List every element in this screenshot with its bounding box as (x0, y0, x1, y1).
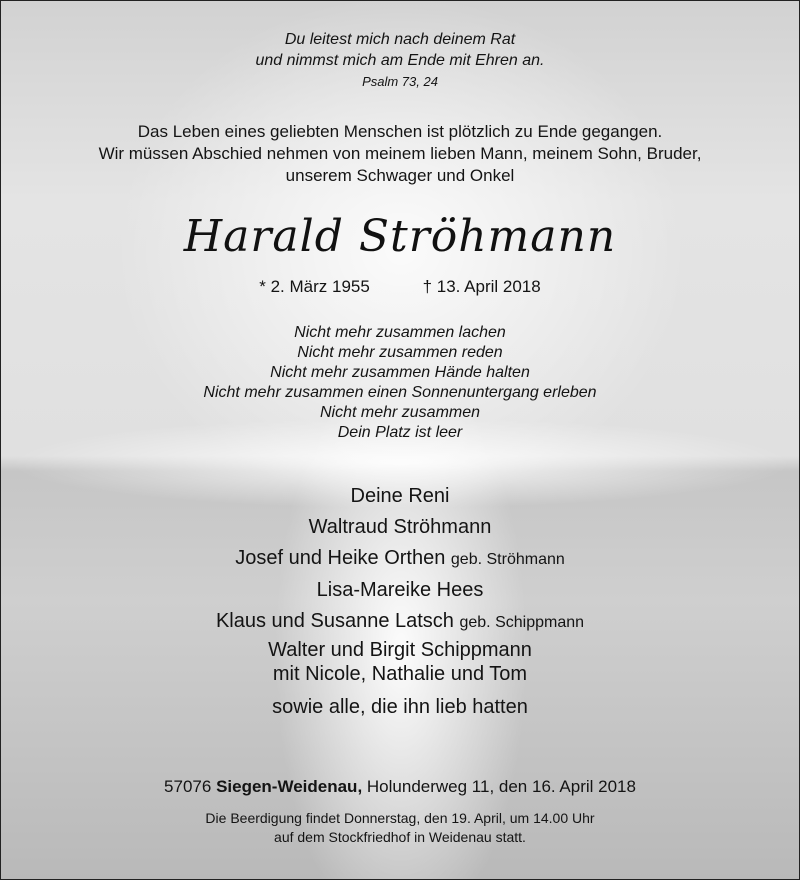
poem (1, 323, 799, 443)
intro-text (1, 121, 799, 187)
birth-date: * 2. März 1955 (259, 277, 370, 296)
intro-line: Das Leben eines geliebten Menschen ist plötzlich zu Ende gegangen. (137, 122, 663, 141)
address-line (1, 777, 799, 797)
postal-code: 57076 (164, 777, 212, 796)
death-date: † 13. April 2018 (422, 277, 541, 296)
intro-line: Wir müssen Abschied nehmen von meinem lieben Mann, meinem Sohn, Bruder, (98, 144, 702, 163)
life-dates (1, 277, 799, 297)
maiden-name-note: geb. Schippmann (459, 614, 585, 631)
city: Siegen-Weidenau, (216, 777, 363, 796)
mourner-children: mit Nicole, Nathalie und Tom (272, 663, 528, 685)
maiden-name-note: geb. Ströhmann (450, 551, 565, 568)
mourner: Walter und Birgit Schippmann (268, 639, 532, 661)
poem-line: Dein Platz ist leer (337, 424, 463, 441)
mourner-name: Josef und Heike Orthen (235, 547, 446, 569)
street-date: Holunderweg 11, den 16. April 2018 (366, 777, 636, 796)
funeral-line: auf dem Stockfriedhof in Weidenau statt. (274, 829, 526, 845)
mourner-name: Klaus und Susanne Latsch (215, 610, 454, 632)
mourner-all: sowie alle, die ihn lieb hatten (272, 696, 528, 718)
psalm-motto (1, 29, 799, 93)
funeral-line: Die Beerdigung findet Donnerstag, den 19. April, um 14.00 Uhr (205, 810, 595, 826)
poem-line: Nicht mehr zusammen (319, 404, 481, 421)
poem-line: Nicht mehr zusammen lachen (294, 324, 506, 341)
deceased-name: Harald Ströhmann (183, 211, 617, 262)
poem-line: Nicht mehr zusammen einen Sonnenuntergang erleben (203, 384, 597, 401)
motto-line: Du leitest mich nach deinem Rat (284, 31, 516, 48)
mourner: Deine Reni (350, 485, 450, 507)
poem-line: Nicht mehr zusammen reden (297, 344, 503, 361)
psalm-reference: Psalm 73, 24 (362, 74, 438, 89)
mourner (1, 606, 799, 638)
mourner: Lisa-Mareike Hees (316, 579, 484, 601)
motto-line: und nimmst mich am Ende mit Ehren an. (255, 52, 545, 69)
mourner: Waltraud Ströhmann (308, 516, 492, 538)
poem-line: Nicht mehr zusammen Hände halten (270, 364, 530, 381)
intro-line: unserem Schwager und Onkel (285, 166, 515, 185)
mourners-list (1, 481, 799, 723)
funeral-notice (1, 809, 799, 847)
mourner (1, 543, 799, 575)
